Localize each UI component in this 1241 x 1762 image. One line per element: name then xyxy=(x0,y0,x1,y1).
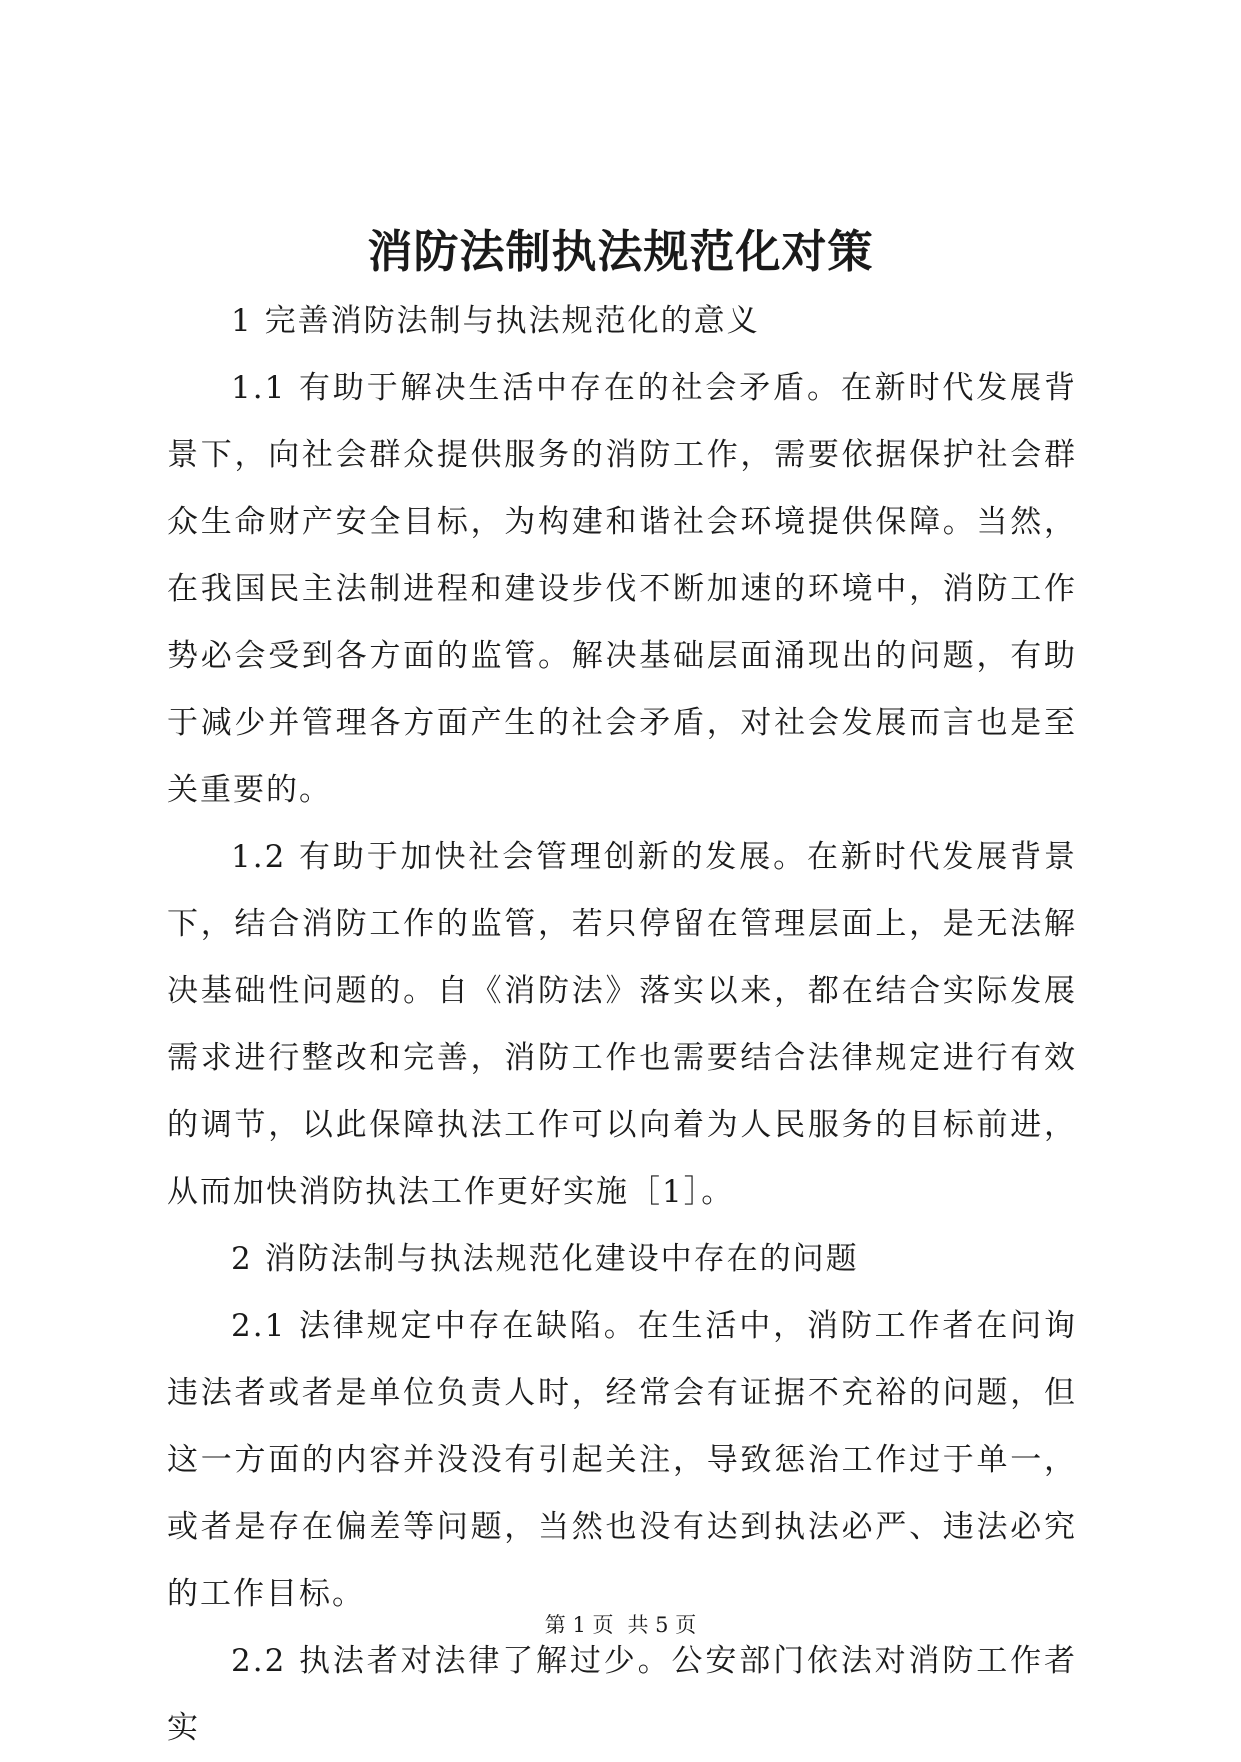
page-number: 第 1 页 xyxy=(544,1613,614,1637)
section-heading-2: 2 消防法制与执法规范化建设中存在的问题 xyxy=(231,1241,859,1277)
section-heading-1: 1 完善消防法制与执法规范化的意义 xyxy=(231,303,760,339)
paragraph-2-1: 2.1 法律规定中存在缺陷。在生活中，消防工作者在问询违法者或者是单位负责人时，经常会有证据不充裕的问题，但这一方面的内容并没没有引起关注，导致惩治工作过于单一，或者是存在偏差等问题，当然也没有达到执法必严、违法必究的工作目标。 xyxy=(167,1308,1077,1612)
document-title: 消防法制执法规范化对策 xyxy=(367,225,874,278)
paragraph-1-1: 1.1 有助于解决生活中存在的社会矛盾。在新时代发展背景下，向社会群众提供服务的消防工作，需要依据保护社会群众生命财产安全目标，为构建和谐社会环境提供保障。当然，在我国民主法制进程和建设步伐不断加速的环境中，消防工作势必会受到各方面的监管。解决基础层面涌现出的问题，有助于减少并管理各方面产生的社会矛盾，对社会发展而言也是至关重要的。 xyxy=(167,370,1077,808)
paragraph-1-2: 1.2 有助于加快社会管理创新的发展。在新时代发展背景下，结合消防工作的监管，若只停留在管理层面上，是无法解决基础性问题的。自《消防法》落实以来，都在结合实际发展需求进行整改和完善，消防工作也需要结合法律规定进行有效的调节，以此保障执法工作可以向着为人民服务的目标前进，从而加快消防执法工作更好实施［1］。 xyxy=(167,839,1077,1210)
page-total: 共 5 页 xyxy=(627,1613,697,1637)
paragraph-2-2: 2.2 执法者对法律了解过少。公安部门依法对消防工作者实 xyxy=(167,1643,1077,1746)
document-body xyxy=(167,288,1077,1762)
page-footer xyxy=(0,1610,1241,1640)
